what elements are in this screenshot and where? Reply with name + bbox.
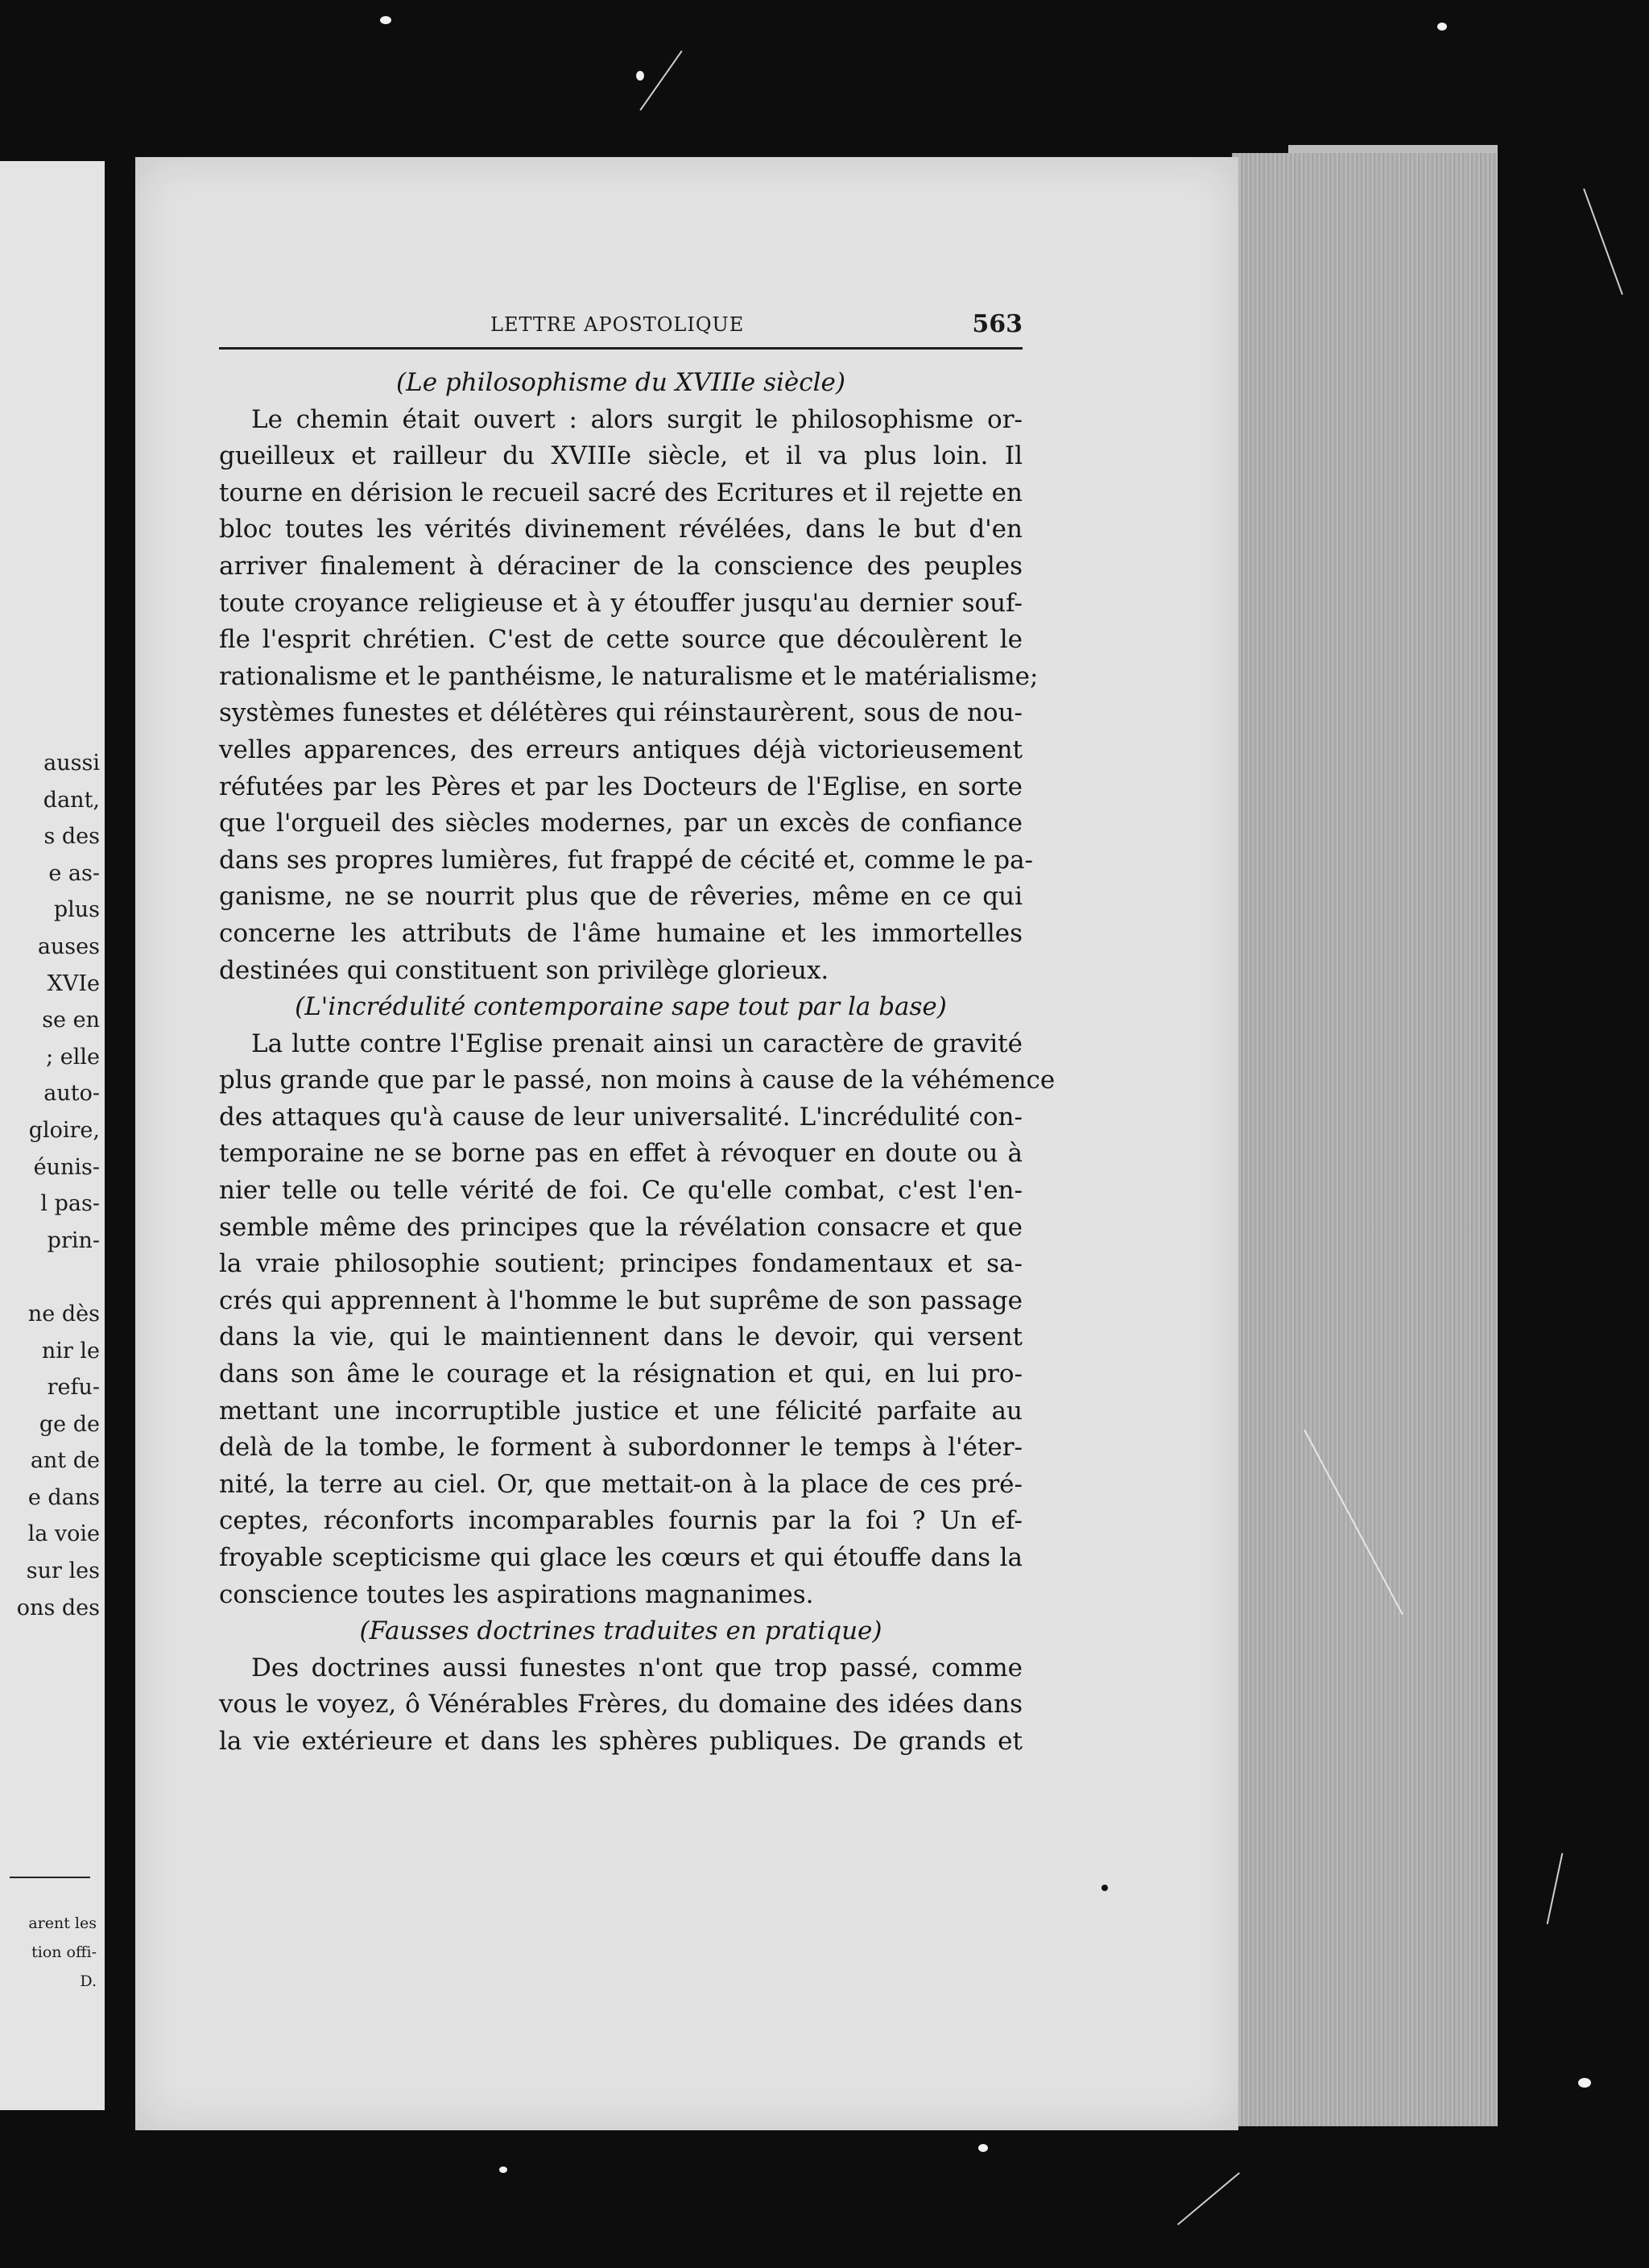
dust-speck — [499, 2167, 507, 2173]
left-facing-page — [0, 161, 105, 2110]
left-page-line: prin- — [47, 1227, 100, 1253]
text-line: systèmes funestes et délétères qui réinstaurèrent, sous de nou- — [219, 698, 1023, 728]
left-page-line: dant, — [43, 787, 100, 813]
text-line: delà de la tombe, le forment à subordonner le temps à l'éter- — [219, 1433, 1023, 1463]
page-number: 563 — [972, 310, 1023, 338]
text-line: tourne en dérision le recueil sacré des Ecritures et il rejette en — [219, 478, 1023, 507]
left-page-line: ge de — [39, 1411, 100, 1437]
left-page-line: l pas- — [40, 1191, 100, 1217]
running-title: LETTRE APOSTOLIQUE — [490, 313, 745, 336]
page-edges — [1232, 153, 1498, 2126]
text-line: réfutées par les Pères et par les Docteurs de l'Eglise, en sorte — [219, 772, 1023, 801]
running-head — [219, 310, 1023, 350]
text-line: semble même des principes que la révélation consacre et que — [219, 1212, 1023, 1242]
text-line: velles apparences, des erreurs antiques déjà victorieusement — [219, 735, 1023, 764]
dust-speck — [1437, 23, 1447, 31]
text-line: bloc toutes les vérités divinement révélées, dans le but d'en — [219, 515, 1023, 544]
left-page-line: ons des — [16, 1595, 100, 1620]
text-line: ganisme, ne se nourrit plus que de rêveries, même en ce qui — [219, 882, 1023, 912]
text-line: dans la vie, qui le maintiennent dans le devoir, qui versent — [219, 1322, 1023, 1352]
dust-speck — [978, 2144, 988, 2152]
text-line: temporaine ne se borne pas en effet à révoquer en doute ou à — [219, 1139, 1023, 1169]
body-text — [219, 365, 1056, 1761]
text-line: plus grande que par le passé, non moins à cause de la véhémence — [219, 1066, 1056, 1095]
text-line: Des doctrines aussi funestes n'ont que trop passé, comme — [251, 1653, 1023, 1682]
left-page-line: gloire, — [28, 1117, 100, 1143]
left-page-line — [0, 1259, 105, 1296]
left-page-line: éunis- — [33, 1154, 100, 1180]
text-line: vous le voyez, ô Vénérables Frères, du domaine des idées dans — [219, 1690, 1023, 1720]
text-line: nité, la terre au ciel. Or, que mettait-on à la place de ces pré- — [219, 1469, 1023, 1499]
left-page-line: aussi — [43, 751, 100, 776]
text-line: des attaques qu'à cause de leur universalité. L'incrédulité con- — [219, 1102, 1023, 1132]
text-line: nier telle ou telle vérité de foi. Ce qu'elle combat, c'est l'en- — [219, 1176, 1023, 1206]
left-page-text — [0, 745, 105, 1626]
section-heading: (Le philosophisme du XVIIIe siècle) — [396, 368, 845, 397]
left-page-line: s des — [43, 824, 100, 850]
left-footnote-line: arent les — [28, 1914, 97, 1932]
text-line: mettant une incorruptible justice et une félicité parfaite au — [219, 1396, 1023, 1426]
section-heading: (Fausses doctrines traduites en pratique) — [359, 1616, 882, 1646]
left-page-line: plus — [53, 897, 100, 923]
text-line: rationalisme et le panthéisme, le naturalisme et le matérialisme; — [219, 661, 1039, 691]
left-page-line: ant de — [30, 1448, 100, 1474]
section-heading: (L'incrédulité contemporaine sape tout par la base) — [295, 992, 947, 1022]
text-line: destinées qui constituent son privilège glorieux. — [219, 955, 829, 985]
left-page-line: se en — [42, 1008, 100, 1033]
text-line: concerne les attributs de l'âme humaine et les immortelles — [219, 918, 1023, 948]
text-line: La lutte contre l'Eglise prenait ainsi un caractère de gravité — [251, 1028, 1023, 1058]
text-line: Le chemin était ouvert : alors surgit le philosophisme or- — [251, 404, 1023, 434]
footnote-rule — [10, 1877, 90, 1878]
text-line: ceptes, réconforts incomparables fournis par la foi ? Un ef- — [219, 1506, 1023, 1536]
text-line: gueilleux et railleur du XVIIIe siècle, et il va plus loin. Il — [219, 441, 1023, 471]
left-page-line: la voie — [27, 1521, 100, 1547]
left-page-line: ; elle — [46, 1044, 100, 1070]
left-page-footnotes — [0, 1909, 105, 1996]
text-line: conscience toutes les aspirations magnanimes. — [219, 1579, 814, 1609]
dust-speck — [1101, 1885, 1108, 1891]
left-page-line: e as- — [48, 860, 100, 886]
text-line: dans son âme le courage et la résignation et qui, en lui pro- — [219, 1360, 1023, 1389]
text-line: la vie extérieure et dans les sphères publiques. De grands et — [219, 1726, 1023, 1756]
text-line: toute croyance religieuse et à y étouffer jusqu'au dernier souf- — [219, 588, 1023, 618]
left-page-line: refu- — [47, 1375, 100, 1401]
left-page-line: ne dès — [27, 1301, 100, 1326]
dust-speck — [380, 16, 391, 24]
left-page-line: XVIe — [47, 971, 100, 996]
dust-speck — [1578, 2078, 1591, 2088]
left-page-line: nir le — [41, 1338, 100, 1364]
left-page-line: auto- — [43, 1081, 100, 1107]
left-footnote-line: D. — [80, 1972, 97, 1990]
left-page-line: e dans — [27, 1484, 100, 1510]
text-line: arriver finalement à déraciner de la conscience des peuples — [219, 551, 1023, 581]
left-page-line: sur les — [26, 1558, 100, 1584]
text-line: crés qui apprennent à l'homme le but suprême de son passage — [219, 1285, 1023, 1315]
text-line: que l'orgueil des siècles modernes, par un excès de confiance — [219, 809, 1023, 838]
text-line: la vraie philosophie soutient; principes fondamentaux et sa- — [219, 1249, 1023, 1279]
left-page-line: auses — [37, 933, 100, 959]
left-footnote-line: tion offi- — [31, 1943, 97, 1961]
text-line: froyable scepticisme qui glace les cœurs et qui étouffe dans la — [219, 1543, 1023, 1572]
dust-speck — [636, 71, 644, 81]
text-line: fle l'esprit chrétien. C'est de cette source que découlèrent le — [219, 625, 1023, 655]
text-line: dans ses propres lumières, fut frappé de cécité et, comme le pa- — [219, 845, 1034, 875]
